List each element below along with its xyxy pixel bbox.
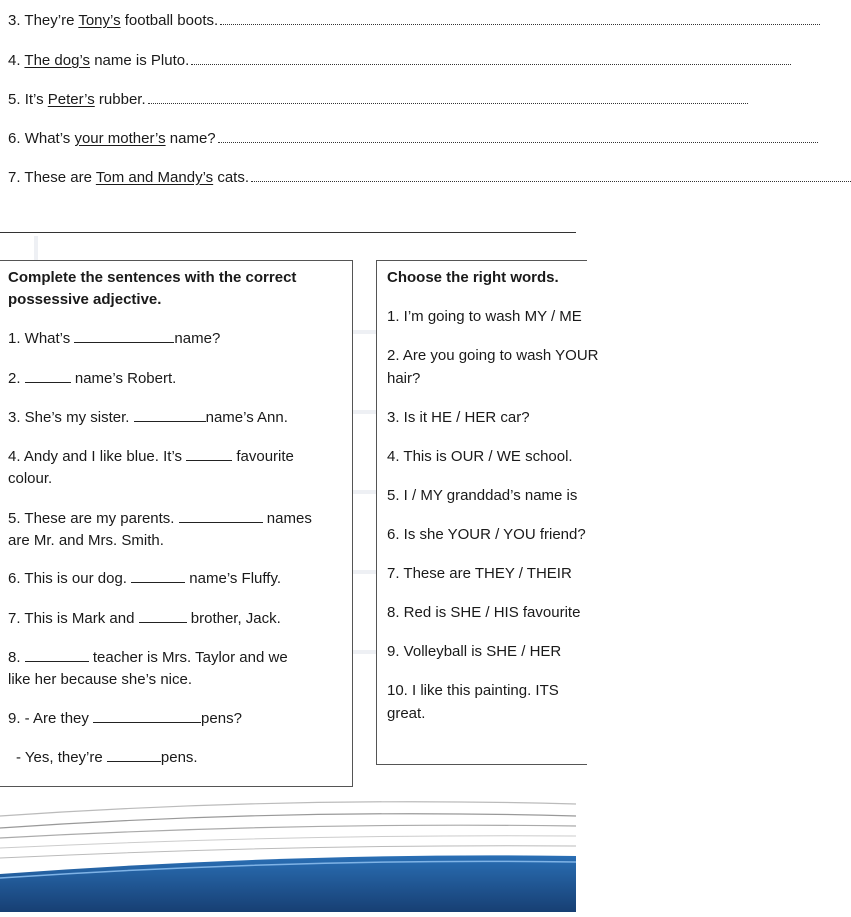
choice-2-cont: hair? bbox=[387, 370, 421, 387]
top-sentence-7: 7. These are Tom and Mandy’s cats. bbox=[8, 169, 851, 186]
question-6: 6. This is our dog. name’s Fluffy. bbox=[8, 570, 281, 587]
answer-blank[interactable] bbox=[107, 747, 161, 762]
choice-4: 4. This is OUR / WE school. bbox=[387, 448, 573, 465]
choice-1: 1. I’m going to wash MY / ME bbox=[387, 308, 582, 325]
question-9: 9. - Are they pens? bbox=[8, 710, 242, 727]
background-mark bbox=[352, 490, 376, 494]
answer-blank[interactable] bbox=[131, 568, 185, 583]
background-mark bbox=[34, 236, 38, 260]
choice-2: 2. Are you going to wash YOUR bbox=[387, 347, 599, 364]
section-divider bbox=[0, 232, 576, 233]
question-8: 8. teacher is Mrs. Taylor and we like her because she’s nice. bbox=[8, 649, 288, 688]
answer-blank[interactable] bbox=[179, 508, 263, 523]
answer-blank[interactable] bbox=[186, 446, 232, 461]
question-3: 3. She’s my sister. name’s Ann. bbox=[8, 409, 288, 426]
question-7: 7. This is Mark and brother, Jack. bbox=[8, 610, 281, 627]
dotted-answer-line bbox=[251, 180, 851, 182]
choice-7: 7. These are THEY / THEIR bbox=[387, 565, 572, 582]
possessive-adjective-exercise bbox=[0, 260, 353, 787]
wave-graphic bbox=[0, 786, 576, 912]
answer-blank[interactable] bbox=[134, 407, 206, 422]
choice-9: 9. Volleyball is SHE / HER bbox=[387, 643, 562, 660]
dotted-answer-line bbox=[191, 63, 791, 65]
exercise-heading: Choose the right words. bbox=[387, 269, 559, 286]
choice-8: 8. Red is SHE / HIS favourite bbox=[387, 604, 581, 621]
dotted-answer-line bbox=[220, 23, 820, 25]
dotted-answer-line bbox=[218, 141, 818, 143]
answer-blank[interactable] bbox=[139, 608, 187, 623]
top-sentence-5: 5. It’s Peter’s rubber. bbox=[8, 91, 748, 108]
question-9-reply: - Yes, they’re pens. bbox=[16, 749, 198, 766]
exercise-heading: Complete the sentences with the correct possessive adjective. bbox=[8, 269, 297, 308]
background-mark bbox=[352, 410, 376, 414]
question-2: 2. name’s Robert. bbox=[8, 370, 177, 387]
answer-blank[interactable] bbox=[25, 368, 71, 383]
choice-5: 5. I / MY granddad’s name is bbox=[387, 487, 578, 504]
answer-blank[interactable] bbox=[93, 708, 201, 723]
choice-3: 3. Is it HE / HER car? bbox=[387, 409, 530, 426]
question-5: 5. These are my parents. names are Mr. and Mrs. Smith. bbox=[8, 510, 312, 549]
question-1: 1. What’s name? bbox=[8, 330, 221, 347]
decorative-wave-footer bbox=[0, 786, 576, 912]
top-sentence-4: 4. The dog’s name is Pluto. bbox=[8, 52, 791, 69]
choice-6: 6. Is she YOUR / YOU friend? bbox=[387, 526, 586, 543]
answer-blank[interactable] bbox=[74, 328, 174, 343]
choice-10: 10. I like this painting. ITS bbox=[387, 682, 559, 699]
background-mark bbox=[352, 330, 376, 334]
answer-blank[interactable] bbox=[25, 647, 89, 662]
background-mark bbox=[352, 650, 376, 654]
choose-words-exercise bbox=[376, 260, 599, 765]
top-sentence-3: 3. They’re Tony’s football boots. bbox=[8, 12, 820, 29]
background-mark bbox=[352, 570, 376, 574]
question-4: 4. Andy and I like blue. It’s favourite colour. bbox=[8, 448, 294, 487]
dotted-answer-line bbox=[148, 102, 748, 104]
top-sentence-6: 6. What’s your mother’s name? bbox=[8, 130, 818, 147]
choice-10-cont: great. bbox=[387, 705, 426, 722]
